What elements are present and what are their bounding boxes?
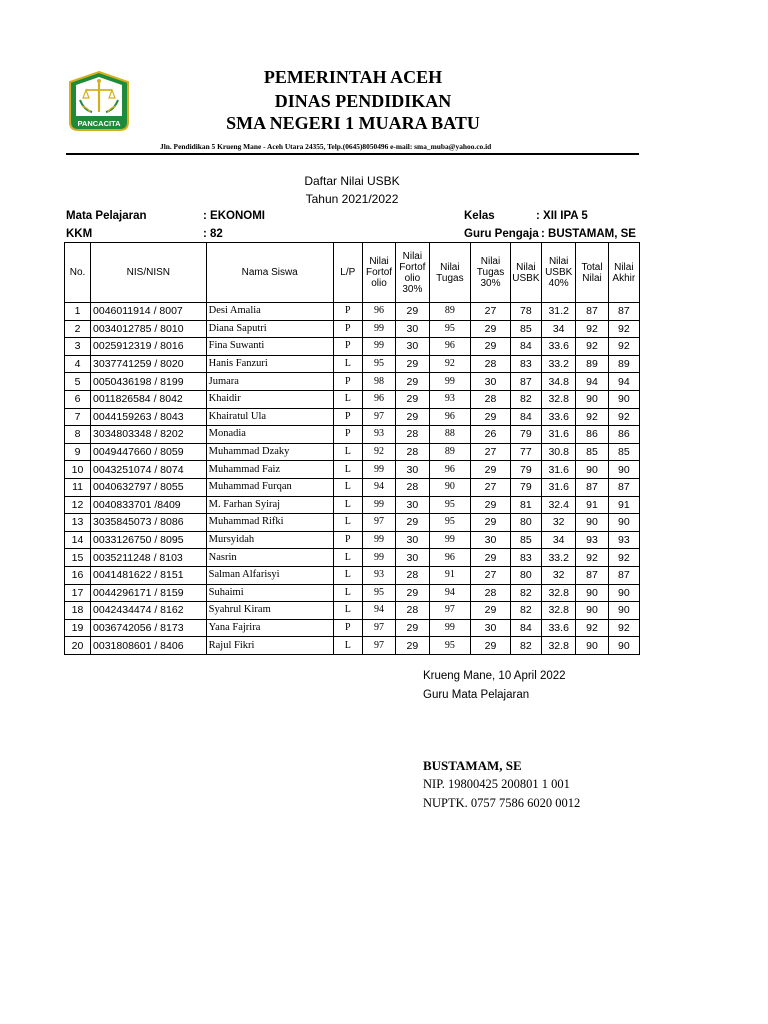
- cell-usbk: 80: [510, 514, 541, 532]
- cell-usbk: 85: [510, 320, 541, 338]
- cell-total: 90: [576, 602, 608, 620]
- cell-portfolio: 95: [362, 355, 395, 373]
- header-task: Nilai Tugas: [429, 243, 471, 303]
- cell-portfolio-30: 28: [396, 426, 429, 444]
- cell-portfolio: 94: [362, 478, 395, 496]
- cell-usbk: 80: [510, 566, 541, 584]
- cell-task-30: 28: [471, 355, 511, 373]
- cell-usbk-40: 32.8: [542, 602, 576, 620]
- cell-no: 5: [65, 373, 91, 391]
- cell-lp: P: [333, 338, 362, 356]
- cell-lp: P: [333, 426, 362, 444]
- cell-usbk: 79: [510, 461, 541, 479]
- cell-nis: 0034012785 / 8010: [91, 320, 207, 338]
- cell-task: 95: [429, 514, 471, 532]
- cell-nis: 0044159263 / 8043: [91, 408, 207, 426]
- cell-final: 92: [608, 619, 639, 637]
- cell-final: 90: [608, 461, 639, 479]
- cell-usbk: 82: [510, 584, 541, 602]
- cell-name: Khaidir: [206, 390, 333, 408]
- cell-usbk: 84: [510, 338, 541, 356]
- cell-usbk-40: 32.8: [542, 390, 576, 408]
- cell-portfolio-30: 30: [396, 496, 429, 514]
- cell-no: 19: [65, 619, 91, 637]
- cell-name: Nasrin: [206, 549, 333, 567]
- cell-portfolio-30: 28: [396, 443, 429, 461]
- header-nis: NIS/NISN: [91, 243, 207, 303]
- cell-lp: L: [333, 390, 362, 408]
- cell-usbk-40: 32.8: [542, 637, 576, 655]
- cell-portfolio-30: 29: [396, 390, 429, 408]
- cell-no: 4: [65, 355, 91, 373]
- cell-nis: 0036742056 / 8173: [91, 619, 207, 637]
- cell-no: 20: [65, 637, 91, 655]
- cell-portfolio: 94: [362, 602, 395, 620]
- cell-task: 88: [429, 426, 471, 444]
- cell-usbk-40: 31.6: [542, 478, 576, 496]
- cell-nis: 3035845073 / 8086: [91, 514, 207, 532]
- cell-task-30: 29: [471, 408, 511, 426]
- cell-name: Jumara: [206, 373, 333, 391]
- cell-total: 86: [576, 426, 608, 444]
- cell-portfolio-30: 30: [396, 338, 429, 356]
- cell-name: Yana Fajrira: [206, 619, 333, 637]
- cell-no: 11: [65, 478, 91, 496]
- cell-total: 92: [576, 338, 608, 356]
- header-lp: L/P: [333, 243, 362, 303]
- cell-task: 94: [429, 584, 471, 602]
- cell-portfolio: 99: [362, 496, 395, 514]
- cell-final: 94: [608, 373, 639, 391]
- cell-total: 89: [576, 355, 608, 373]
- cell-task-30: 27: [471, 303, 511, 321]
- cell-final: 87: [608, 478, 639, 496]
- cell-nis: 0031808601 / 8406: [91, 637, 207, 655]
- cell-nis: 0035211248 / 8103: [91, 549, 207, 567]
- cell-usbk: 82: [510, 390, 541, 408]
- cell-portfolio: 97: [362, 637, 395, 655]
- cell-lp: L: [333, 602, 362, 620]
- table-row: [65, 303, 640, 321]
- cell-task-30: 30: [471, 619, 511, 637]
- cell-task-30: 29: [471, 602, 511, 620]
- letterhead-divider: [66, 153, 639, 155]
- cell-total: 85: [576, 443, 608, 461]
- cell-portfolio: 96: [362, 303, 395, 321]
- cell-final: 85: [608, 443, 639, 461]
- cell-lp: P: [333, 373, 362, 391]
- cell-task: 95: [429, 496, 471, 514]
- cell-lp: L: [333, 584, 362, 602]
- cell-total: 87: [576, 303, 608, 321]
- cell-task: 97: [429, 602, 471, 620]
- cell-portfolio: 99: [362, 549, 395, 567]
- cell-usbk: 84: [510, 408, 541, 426]
- grades-table-body: [65, 303, 640, 655]
- cell-usbk: 83: [510, 355, 541, 373]
- document-year: Tahun 2021/2022: [305, 192, 399, 206]
- cell-nis: 3034803348 / 8202: [91, 426, 207, 444]
- cell-no: 2: [65, 320, 91, 338]
- cell-portfolio-30: 29: [396, 619, 429, 637]
- cell-lp: L: [333, 514, 362, 532]
- cell-name: Fina Suwanti: [206, 338, 333, 356]
- cell-portfolio-30: 28: [396, 478, 429, 496]
- cell-total: 91: [576, 496, 608, 514]
- signature-nip: NIP. 19800425 200801 1 001: [423, 777, 570, 791]
- cell-portfolio: 96: [362, 390, 395, 408]
- cell-total: 87: [576, 566, 608, 584]
- cell-task: 96: [429, 461, 471, 479]
- header-portfolio-30: Nilai Fortof olio 30%: [396, 243, 429, 303]
- signature-role: Guru Mata Pelajaran: [423, 689, 530, 701]
- cell-portfolio-30: 29: [396, 637, 429, 655]
- cell-final: 92: [608, 338, 639, 356]
- cell-portfolio-30: 30: [396, 549, 429, 567]
- cell-task-30: 26: [471, 426, 511, 444]
- cell-task: 96: [429, 408, 471, 426]
- cell-portfolio-30: 30: [396, 461, 429, 479]
- cell-nis: 0033126750 / 8095: [91, 531, 207, 549]
- table-row: [65, 426, 640, 444]
- cell-task: 90: [429, 478, 471, 496]
- cell-task-30: 30: [471, 531, 511, 549]
- cell-no: 10: [65, 461, 91, 479]
- cell-nis: 0050436198 / 8199: [91, 373, 207, 391]
- cell-name: Muhammad Furqan: [206, 478, 333, 496]
- cell-usbk-40: 33.6: [542, 338, 576, 356]
- cell-portfolio: 93: [362, 426, 395, 444]
- aceh-emblem-logo: [66, 70, 132, 136]
- cell-portfolio: 97: [362, 408, 395, 426]
- cell-name: Desi Amalia: [206, 303, 333, 321]
- header-name: Nama Siswa: [206, 243, 333, 303]
- table-header-row: [65, 243, 640, 303]
- cell-no: 13: [65, 514, 91, 532]
- table-row: [65, 602, 640, 620]
- cell-task-30: 28: [471, 390, 511, 408]
- cell-usbk-40: 33.6: [542, 408, 576, 426]
- table-row: [65, 496, 640, 514]
- kkm-value: : 82: [203, 228, 223, 240]
- cell-name: Hanis Fanzuri: [206, 355, 333, 373]
- cell-nis: 0049447660 / 8059: [91, 443, 207, 461]
- cell-no: 16: [65, 566, 91, 584]
- cell-task-30: 29: [471, 338, 511, 356]
- cell-usbk-40: 34: [542, 531, 576, 549]
- cell-final: 86: [608, 426, 639, 444]
- cell-nis: 0043251074 / 8074: [91, 461, 207, 479]
- cell-lp: P: [333, 408, 362, 426]
- table-row: [65, 531, 640, 549]
- letterhead-school: SMA NEGERI 1 MUARA BATU: [226, 113, 480, 133]
- cell-no: 9: [65, 443, 91, 461]
- cell-usbk-40: 32: [542, 566, 576, 584]
- cell-total: 90: [576, 637, 608, 655]
- table-row: [65, 390, 640, 408]
- cell-nis: 0040833701 /8409: [91, 496, 207, 514]
- cell-task-30: 27: [471, 566, 511, 584]
- cell-no: 18: [65, 602, 91, 620]
- cell-total: 94: [576, 373, 608, 391]
- cell-name: Salman Alfarisyi: [206, 566, 333, 584]
- cell-usbk: 81: [510, 496, 541, 514]
- cell-no: 15: [65, 549, 91, 567]
- cell-final: 91: [608, 496, 639, 514]
- cell-total: 90: [576, 514, 608, 532]
- cell-final: 93: [608, 531, 639, 549]
- cell-portfolio-30: 30: [396, 531, 429, 549]
- cell-task-30: 27: [471, 478, 511, 496]
- cell-task: 99: [429, 619, 471, 637]
- cell-usbk: 78: [510, 303, 541, 321]
- cell-task-30: 29: [471, 461, 511, 479]
- cell-task: 99: [429, 531, 471, 549]
- table-row: [65, 584, 640, 602]
- cell-usbk: 79: [510, 426, 541, 444]
- cell-usbk: 82: [510, 602, 541, 620]
- cell-name: Muhammad Rifki: [206, 514, 333, 532]
- cell-nis: 0041481622 / 8151: [91, 566, 207, 584]
- cell-total: 90: [576, 461, 608, 479]
- cell-portfolio-30: 28: [396, 602, 429, 620]
- cell-portfolio: 99: [362, 338, 395, 356]
- cell-total: 92: [576, 408, 608, 426]
- table-row: [65, 373, 640, 391]
- cell-usbk-40: 31.2: [542, 303, 576, 321]
- cell-nis: 0044296171 / 8159: [91, 584, 207, 602]
- signature-nuptk: NUPTK. 0757 7586 6020 0012: [423, 796, 581, 810]
- cell-usbk-40: 32: [542, 514, 576, 532]
- cell-usbk-40: 31.6: [542, 426, 576, 444]
- cell-lp: L: [333, 355, 362, 373]
- table-row: [65, 355, 640, 373]
- header-usbk-40: Nilai USBK 40%: [542, 243, 576, 303]
- cell-nis: 0046011914 / 8007: [91, 303, 207, 321]
- cell-lp: P: [333, 531, 362, 549]
- cell-no: 12: [65, 496, 91, 514]
- table-row: [65, 461, 640, 479]
- cell-portfolio-30: 29: [396, 514, 429, 532]
- cell-portfolio-30: 29: [396, 584, 429, 602]
- cell-name: Rajul Fikri: [206, 637, 333, 655]
- cell-final: 89: [608, 355, 639, 373]
- cell-name: Monadia: [206, 426, 333, 444]
- cell-nis: 0042434474 / 8162: [91, 602, 207, 620]
- cell-usbk-40: 34.8: [542, 373, 576, 391]
- cell-usbk-40: 33.2: [542, 355, 576, 373]
- cell-total: 92: [576, 549, 608, 567]
- cell-task: 89: [429, 443, 471, 461]
- grades-table: [64, 242, 640, 655]
- cell-portfolio: 99: [362, 461, 395, 479]
- cell-usbk-40: 32.4: [542, 496, 576, 514]
- cell-final: 90: [608, 584, 639, 602]
- table-row: [65, 619, 640, 637]
- document-title: Daftar Nilai USBK: [304, 174, 400, 188]
- cell-name: M. Farhan Syiraj: [206, 496, 333, 514]
- cell-usbk: 79: [510, 478, 541, 496]
- cell-name: Diana Saputri: [206, 320, 333, 338]
- header-task-30: Nilai Tugas 30%: [471, 243, 511, 303]
- cell-task-30: 29: [471, 496, 511, 514]
- cell-lp: L: [333, 496, 362, 514]
- cell-no: 3: [65, 338, 91, 356]
- cell-final: 90: [608, 637, 639, 655]
- cell-portfolio: 92: [362, 443, 395, 461]
- table-row: [65, 408, 640, 426]
- header-usbk: Nilai USBK: [510, 243, 541, 303]
- cell-name: Suhaimi: [206, 584, 333, 602]
- header-final: Nilai Akhir: [608, 243, 639, 303]
- cell-task-30: 29: [471, 637, 511, 655]
- cell-lp: L: [333, 478, 362, 496]
- cell-final: 87: [608, 303, 639, 321]
- table-row: [65, 443, 640, 461]
- table-row: [65, 566, 640, 584]
- cell-usbk: 85: [510, 531, 541, 549]
- cell-usbk: 77: [510, 443, 541, 461]
- cell-usbk-40: 30.8: [542, 443, 576, 461]
- cell-task-30: 28: [471, 584, 511, 602]
- cell-usbk: 83: [510, 549, 541, 567]
- cell-nis: 0011826584 / 8042: [91, 390, 207, 408]
- cell-usbk: 87: [510, 373, 541, 391]
- cell-task: 95: [429, 320, 471, 338]
- table-row: [65, 338, 640, 356]
- cell-portfolio-30: 30: [396, 320, 429, 338]
- cell-task-30: 29: [471, 549, 511, 567]
- cell-portfolio-30: 29: [396, 408, 429, 426]
- header-total: Total Nilai: [576, 243, 608, 303]
- class-value: : XII IPA 5: [536, 210, 588, 222]
- cell-lp: P: [333, 619, 362, 637]
- cell-portfolio-30: 29: [396, 355, 429, 373]
- cell-portfolio: 95: [362, 584, 395, 602]
- header-no: No.: [65, 243, 91, 303]
- table-row: [65, 478, 640, 496]
- cell-task-30: 30: [471, 373, 511, 391]
- teacher-label: Guru Pengaja: [464, 228, 539, 240]
- cell-portfolio: 97: [362, 514, 395, 532]
- cell-total: 92: [576, 320, 608, 338]
- cell-final: 90: [608, 602, 639, 620]
- cell-lp: P: [333, 320, 362, 338]
- cell-total: 90: [576, 390, 608, 408]
- cell-portfolio: 99: [362, 531, 395, 549]
- cell-final: 87: [608, 566, 639, 584]
- cell-final: 92: [608, 408, 639, 426]
- cell-usbk-40: 34: [542, 320, 576, 338]
- cell-task: 89: [429, 303, 471, 321]
- table-row: [65, 320, 640, 338]
- cell-usbk: 84: [510, 619, 541, 637]
- cell-task: 92: [429, 355, 471, 373]
- cell-lp: L: [333, 637, 362, 655]
- cell-task: 96: [429, 549, 471, 567]
- cell-total: 93: [576, 531, 608, 549]
- header-portfolio: Nilai Fortof olio: [362, 243, 395, 303]
- subject-value: : EKONOMI: [203, 210, 265, 222]
- school-address: Jln. Pendidikan 5 Krueng Mane - Aceh Utara 24355, Telp.(0645)8050496 e-mail: sma_muba@yahoo.co.id: [160, 142, 492, 151]
- cell-task-30: 27: [471, 443, 511, 461]
- class-label: Kelas: [464, 210, 495, 222]
- cell-task: 95: [429, 637, 471, 655]
- cell-name: Khairatul Ula: [206, 408, 333, 426]
- cell-no: 17: [65, 584, 91, 602]
- cell-name: Mursyidah: [206, 531, 333, 549]
- cell-lp: L: [333, 549, 362, 567]
- cell-no: 14: [65, 531, 91, 549]
- cell-task-30: 29: [471, 514, 511, 532]
- teacher-value: : BUSTAMAM, SE: [541, 228, 636, 240]
- cell-final: 92: [608, 549, 639, 567]
- cell-name: Muhammad Faiz: [206, 461, 333, 479]
- cell-usbk: 82: [510, 637, 541, 655]
- cell-portfolio-30: 28: [396, 566, 429, 584]
- cell-portfolio: 99: [362, 320, 395, 338]
- cell-task: 91: [429, 566, 471, 584]
- cell-no: 6: [65, 390, 91, 408]
- cell-task: 93: [429, 390, 471, 408]
- signature-place-date: Krueng Mane, 10 April 2022: [423, 670, 566, 682]
- cell-final: 92: [608, 320, 639, 338]
- cell-task: 99: [429, 373, 471, 391]
- cell-task-30: 29: [471, 320, 511, 338]
- cell-usbk-40: 32.8: [542, 584, 576, 602]
- cell-final: 90: [608, 514, 639, 532]
- cell-portfolio-30: 29: [396, 303, 429, 321]
- logo-caption: PANCACITA: [77, 119, 121, 128]
- cell-total: 90: [576, 584, 608, 602]
- cell-total: 92: [576, 619, 608, 637]
- cell-portfolio: 97: [362, 619, 395, 637]
- cell-no: 7: [65, 408, 91, 426]
- cell-usbk-40: 33.2: [542, 549, 576, 567]
- cell-portfolio: 93: [362, 566, 395, 584]
- table-row: [65, 549, 640, 567]
- table-row: [65, 514, 640, 532]
- cell-no: 8: [65, 426, 91, 444]
- kkm-label: KKM: [66, 228, 93, 240]
- letterhead-government: PEMERINTAH ACEH: [263, 67, 443, 87]
- cell-nis: 0025912319 / 8016: [91, 338, 207, 356]
- cell-lp: L: [333, 443, 362, 461]
- cell-portfolio-30: 29: [396, 373, 429, 391]
- cell-lp: L: [333, 461, 362, 479]
- cell-name: Muhammad Dzaky: [206, 443, 333, 461]
- cell-no: 1: [65, 303, 91, 321]
- cell-lp: P: [333, 303, 362, 321]
- cell-name: Syahrul Kiram: [206, 602, 333, 620]
- cell-usbk-40: 33.6: [542, 619, 576, 637]
- cell-usbk-40: 31.6: [542, 461, 576, 479]
- subject-label: Mata Pelajaran: [66, 210, 147, 222]
- signature-name: BUSTAMAM, SE: [423, 758, 522, 773]
- cell-nis: 0040632797 / 8055: [91, 478, 207, 496]
- cell-portfolio: 98: [362, 373, 395, 391]
- cell-final: 90: [608, 390, 639, 408]
- cell-nis: 3037741259 / 8020: [91, 355, 207, 373]
- table-row: [65, 637, 640, 655]
- cell-task: 96: [429, 338, 471, 356]
- cell-lp: L: [333, 566, 362, 584]
- letterhead-department: DINAS PENDIDIKAN: [274, 91, 452, 111]
- cell-total: 87: [576, 478, 608, 496]
